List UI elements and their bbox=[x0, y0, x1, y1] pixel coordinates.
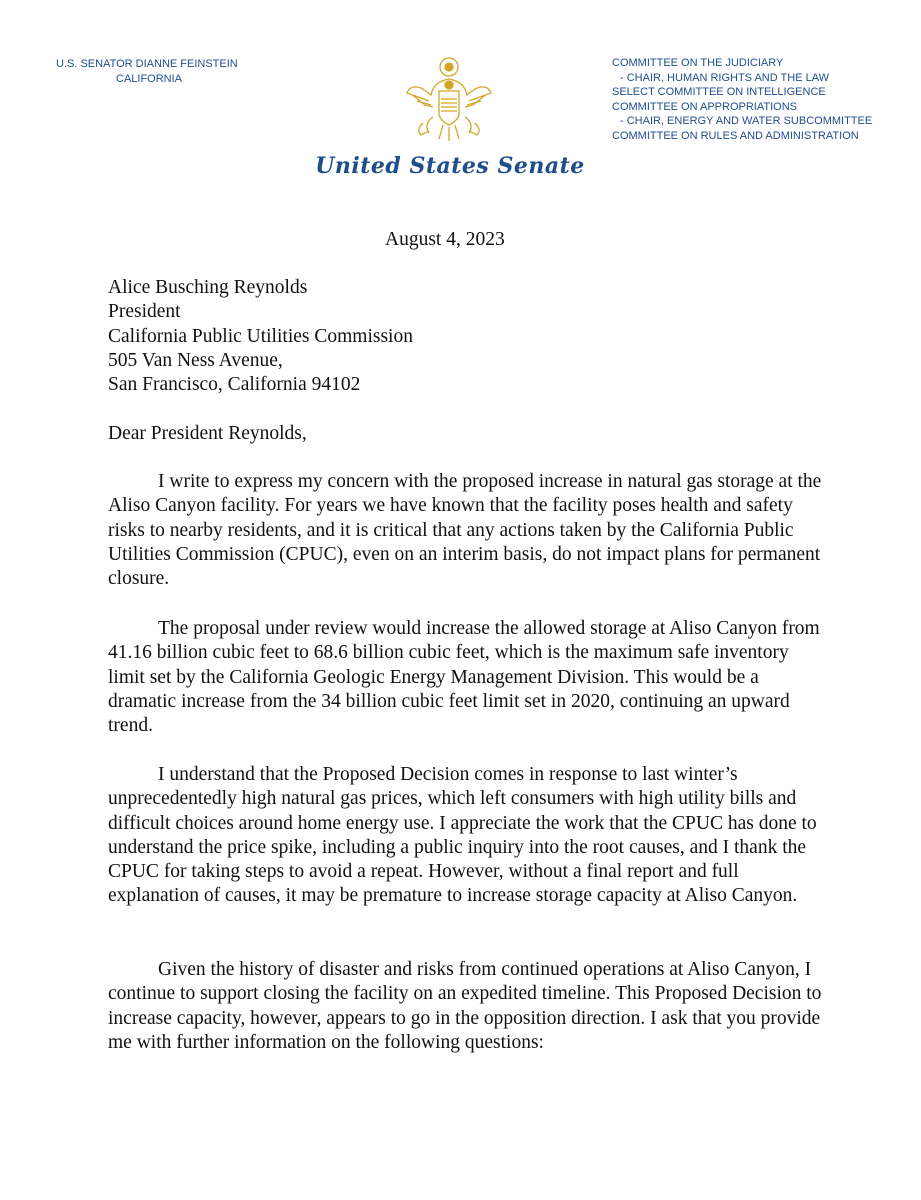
senate-title: United States Senate bbox=[315, 153, 585, 179]
salutation: Dear President Reynolds, bbox=[108, 423, 307, 444]
senator-block bbox=[56, 57, 256, 87]
great-seal-eagle-icon bbox=[403, 55, 495, 145]
recipient-city: San Francisco, California 94102 bbox=[108, 374, 361, 396]
senator-name: U.S. SENATOR DIANNE FEINSTEIN bbox=[56, 58, 238, 70]
letter-date: August 4, 2023 bbox=[385, 229, 505, 250]
recipient-name: Alice Busching Reynolds bbox=[108, 277, 308, 298]
committee-item: SELECT COMMITTEE ON INTELLIGENCE bbox=[612, 86, 826, 99]
body-paragraph: I write to express my concern with the proposed increase in natural gas storage at the Aliso Canyon facility. For years we have known that the facility poses health and safety risks to nearby residents, and it is critical that any actions taken by the California Public Utilities Commission (CPUC), even on an interim basis, do not impact plans for permanent closure. bbox=[108, 471, 822, 590]
body-paragraph: Given the history of disaster and risks from continued operations at Aliso Canyon, I continue to support closing the facility on an expedited timeline. This Proposed Decision to increase capacity, however, appears to go in the opposition direction. I ask that you provide me with further information on the following questions: bbox=[108, 959, 822, 1053]
recipient-street: 505 Van Ness Avenue, bbox=[108, 349, 283, 371]
committee-item: COMMITTEE ON THE JUDICIARY bbox=[612, 57, 784, 69]
recipient-address bbox=[108, 276, 413, 397]
body-paragraph: I understand that the Proposed Decision comes in response to last winter’s unprecedentedly high natural gas prices, which left consumers with high utility bills and difficult choices around home energy use. I appreciate the work that the CPUC has done to understand the price spike, including a public inquiry into the root causes, and I thank the CPUC for taking steps to avoid a repeat. However, without a final report and full explanation of causes, it may be premature to increase storage capacity at Aliso Canyon. bbox=[108, 764, 817, 907]
committee-item: COMMITTEE ON APPROPRIATIONS bbox=[612, 100, 797, 113]
committee-item: - CHAIR, HUMAN RIGHTS AND THE LAW bbox=[620, 71, 830, 84]
body-paragraph: The proposal under review would increase the allowed storage at Aliso Canyon from 41.16 billion cubic feet to 68.6 billion cubic feet, which is the maximum safe inventory limit set by the California Geologic Energy Management Division. This would be a dramatic increase from the 34 billion cubic feet limit set in 2020, continuing an upward trend. bbox=[108, 618, 820, 737]
recipient-organization: California Public Utilities Commission bbox=[108, 325, 413, 347]
recipient-title: President bbox=[108, 301, 181, 323]
senator-state: CALIFORNIA bbox=[116, 73, 183, 85]
committee-list bbox=[612, 56, 912, 144]
committee-item: - CHAIR, ENERGY AND WATER SUBCOMMITTEE bbox=[620, 115, 873, 128]
committee-item: COMMITTEE ON RULES AND ADMINISTRATION bbox=[612, 129, 859, 142]
